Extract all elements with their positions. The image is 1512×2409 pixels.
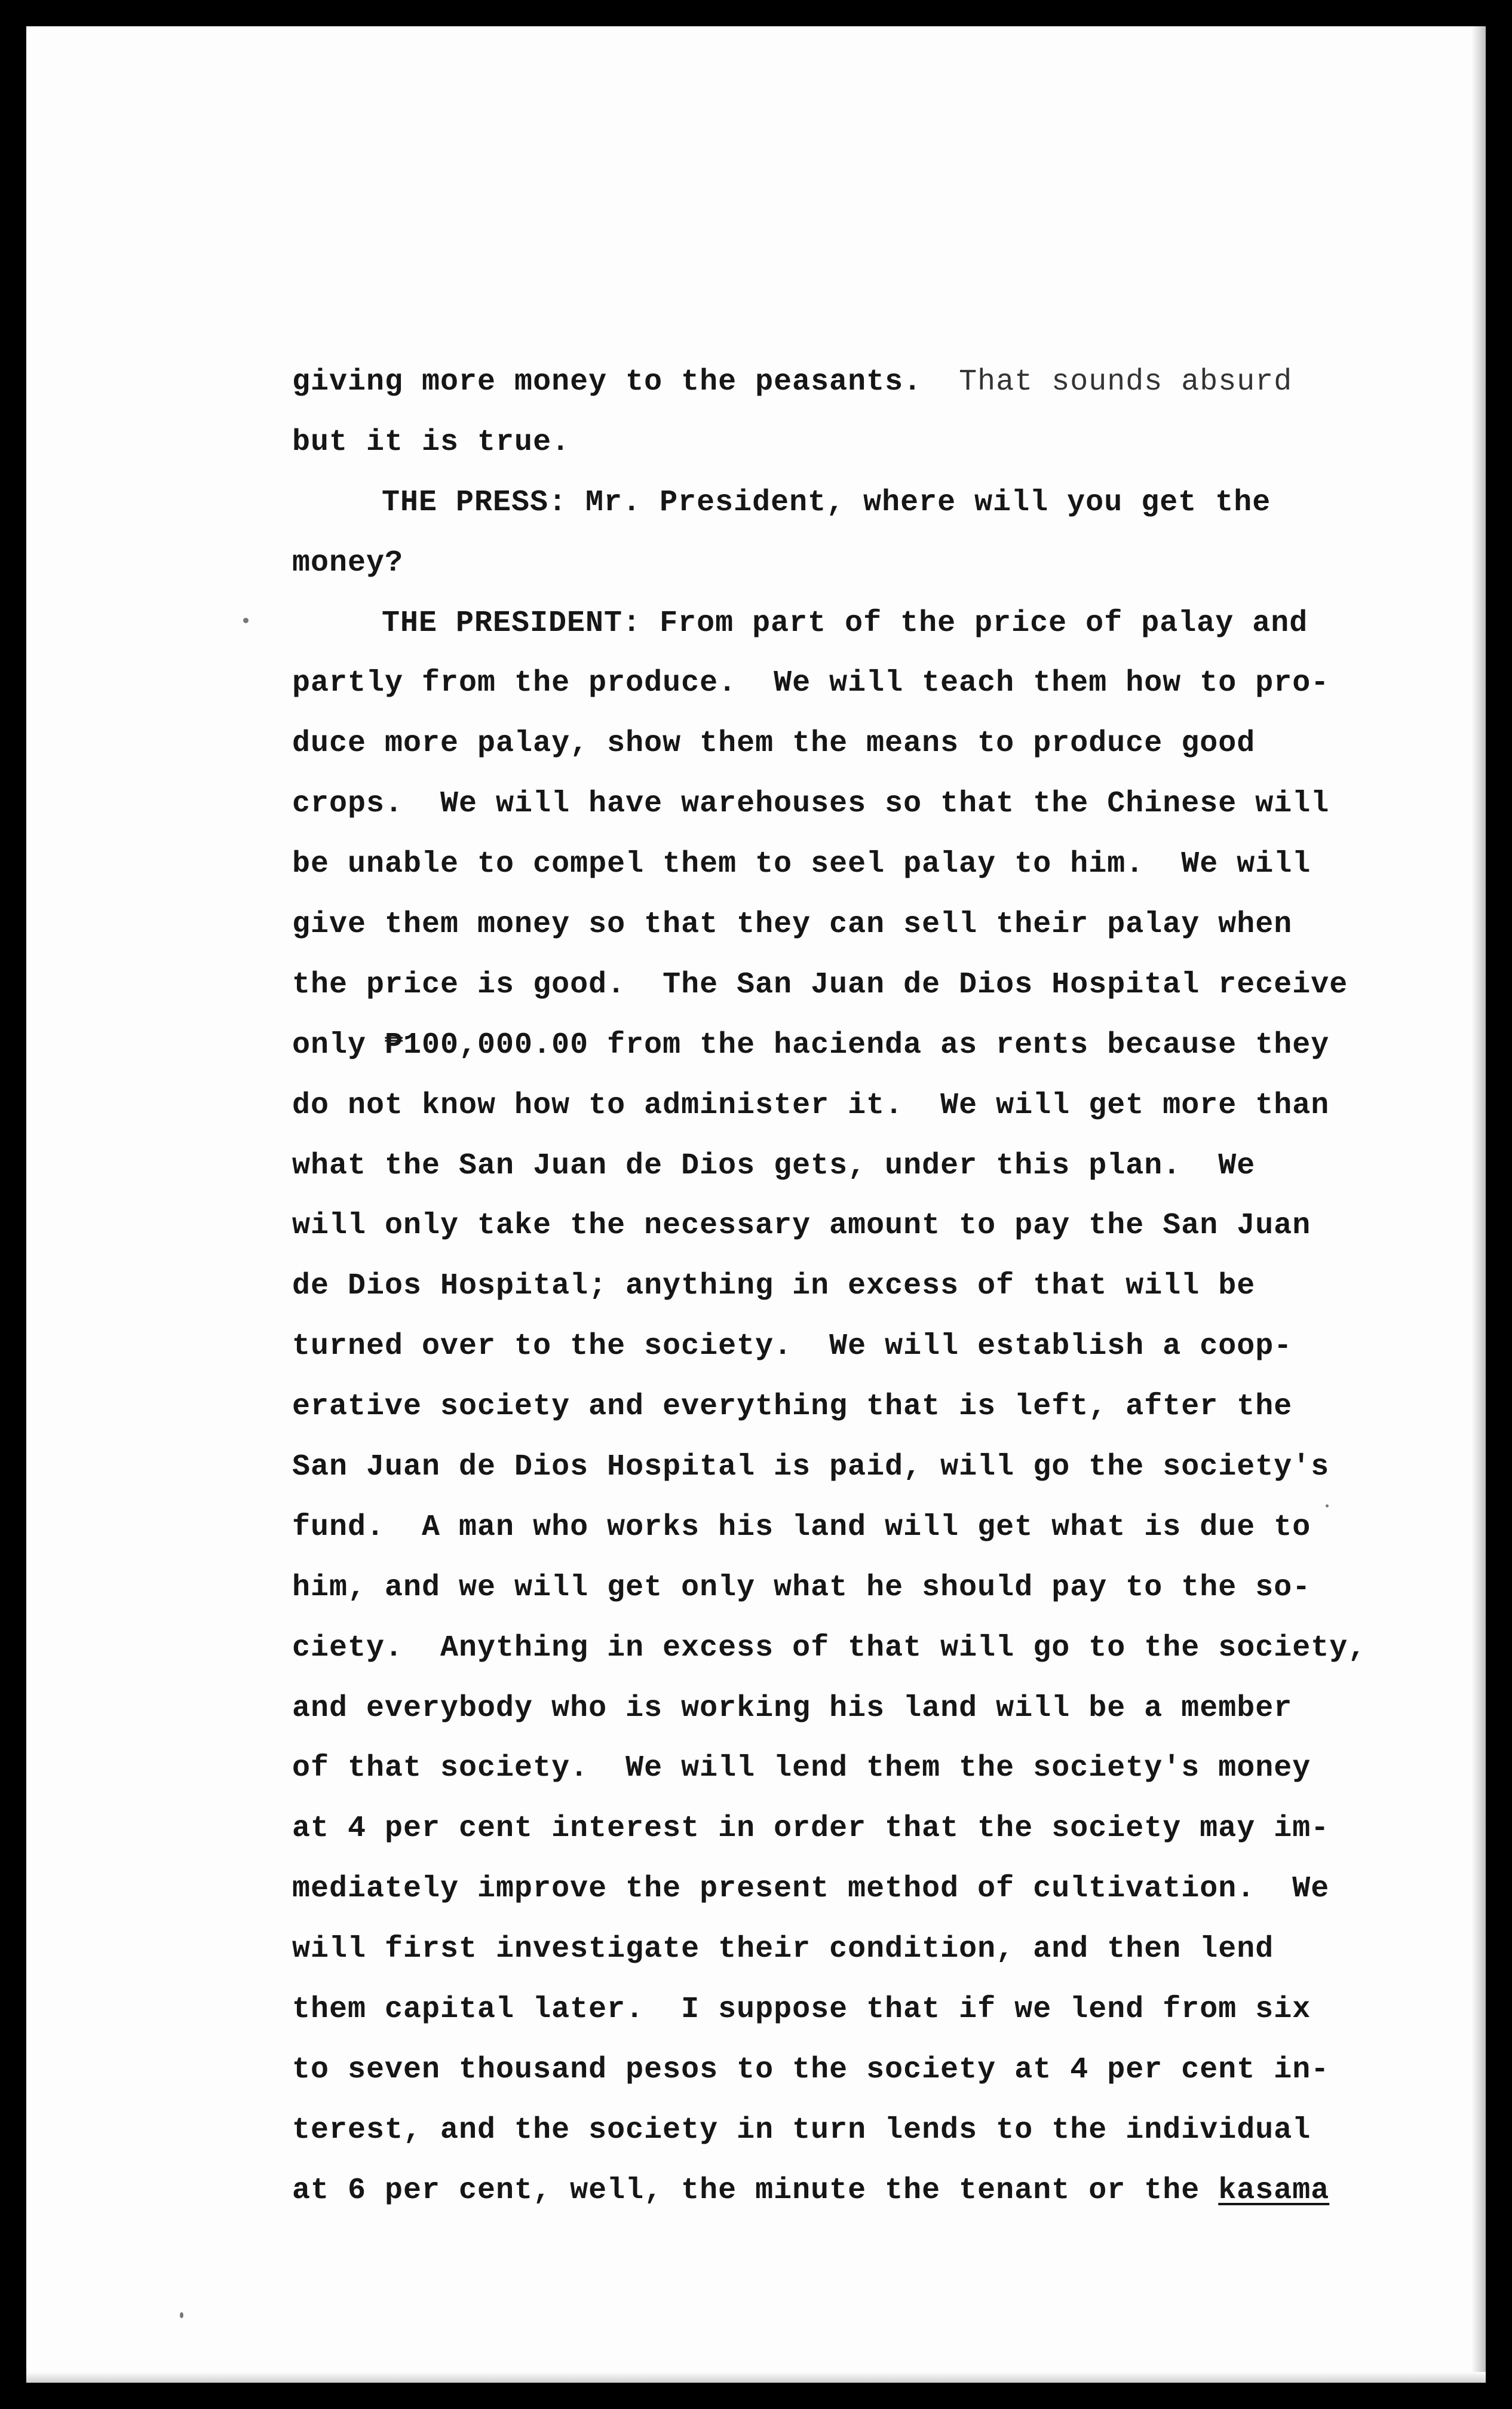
line-text: be unable to compel them to seel palay to him. We will	[292, 847, 1311, 882]
line-text: duce more palay, show them the means to produce good	[292, 727, 1256, 761]
line-text: at 4 per cent interest in order that the society may im-	[292, 1812, 1330, 1846]
line-text: the price is good. The San Juan de Dios Hospital receive	[292, 967, 1348, 1002]
line-text: terest, and the society in turn lends to the individual	[292, 2113, 1311, 2147]
text-line	[292, 1980, 1457, 2040]
text-line	[292, 1438, 1457, 1498]
line-text: what the San Juan de Dios gets, under this plan. We	[292, 1148, 1256, 1183]
typewritten-body	[292, 353, 1457, 2221]
text-line	[292, 353, 1457, 413]
text-line	[292, 1317, 1457, 1377]
text-line	[292, 1558, 1457, 1619]
text-line	[292, 1016, 1457, 1076]
line-text: at 6 per cent, well, the minute the tenant or the	[292, 2173, 1219, 2208]
text-line	[292, 1679, 1457, 1739]
text-line	[292, 654, 1457, 714]
text-line	[292, 714, 1457, 774]
text-line	[292, 1136, 1457, 1197]
page-edge-shadow	[1471, 26, 1486, 2383]
line-text: will first investigate their condition, and then lend	[292, 1932, 1274, 1967]
line-text: giving more money to the peasants.	[292, 365, 922, 399]
text-line	[292, 594, 1457, 654]
text-line	[292, 1196, 1457, 1256]
line-text: ciety. Anything in excess of that will go to the society,	[292, 1630, 1367, 1665]
underlined-word: kasama	[1218, 2173, 1330, 2208]
text-line	[292, 895, 1457, 955]
line-text: but it is true.	[292, 425, 571, 459]
text-line	[292, 534, 1457, 594]
text-line	[292, 1076, 1457, 1136]
line-text: erative society and everything that is left, after the	[292, 1390, 1293, 1424]
line-text: and everybody who is working his land will be a member	[292, 1691, 1293, 1725]
text-line	[292, 2161, 1457, 2221]
line-text: only ₱100,000.00 from the hacienda as rents because they	[292, 1028, 1330, 1062]
line-text: crops. We will have warehouses so that the Chinese will	[292, 787, 1330, 822]
text-line	[292, 413, 1457, 473]
margin-speck	[180, 2312, 183, 2318]
text-line	[292, 1799, 1457, 1859]
line-text: him, and we will get only what he should pay to the so-	[292, 1570, 1311, 1605]
text-line	[292, 473, 1457, 534]
margin-speck	[243, 618, 249, 623]
line-text: fund. A man who works his land will get what is due to	[292, 1510, 1311, 1544]
text-line	[292, 1920, 1457, 1980]
text-line	[292, 955, 1457, 1016]
text-line	[292, 1859, 1457, 1920]
text-line	[292, 835, 1457, 895]
line-text: THE PRESS: Mr. President, where will you get the	[382, 485, 1271, 520]
line-text: them capital later. I suppose that if we lend from six	[292, 1993, 1311, 2027]
line-text: to seven thousand pesos to the society at 4 per cent in-	[292, 2052, 1330, 2087]
page-bottom-shadow	[26, 2372, 1486, 2383]
line-text: partly from the produce. We will teach them how to pro-	[292, 666, 1330, 701]
line-text: money?	[292, 545, 404, 580]
line-text: of that society. We will lend them the society's money	[292, 1751, 1311, 1786]
text-line	[292, 2040, 1457, 2101]
scanned-page	[26, 26, 1486, 2383]
line-text: San Juan de Dios Hospital is paid, will go the society's	[292, 1450, 1330, 1485]
text-line	[292, 1619, 1457, 1679]
text-line	[292, 1739, 1457, 1799]
text-line	[292, 1377, 1457, 1438]
line-text: mediately improve the present method of cultivation. We	[292, 1872, 1330, 1907]
line-text: do not know how to administer it. We will get more than	[292, 1088, 1330, 1123]
line-text-lighter-type: That sounds absurd	[922, 365, 1293, 399]
line-text: THE PRESIDENT: From part of the price of palay and	[382, 606, 1308, 640]
line-text: will only take the necessary amount to pay the San Juan	[292, 1209, 1311, 1243]
line-text: give them money so that they can sell their palay when	[292, 908, 1293, 942]
text-line	[292, 774, 1457, 835]
text-line	[292, 1256, 1457, 1317]
text-line	[292, 2101, 1457, 2161]
text-line	[292, 1498, 1457, 1558]
line-text: de Dios Hospital; anything in excess of that will be	[292, 1269, 1256, 1304]
line-text: turned over to the society. We will establish a coop-	[292, 1329, 1293, 1364]
